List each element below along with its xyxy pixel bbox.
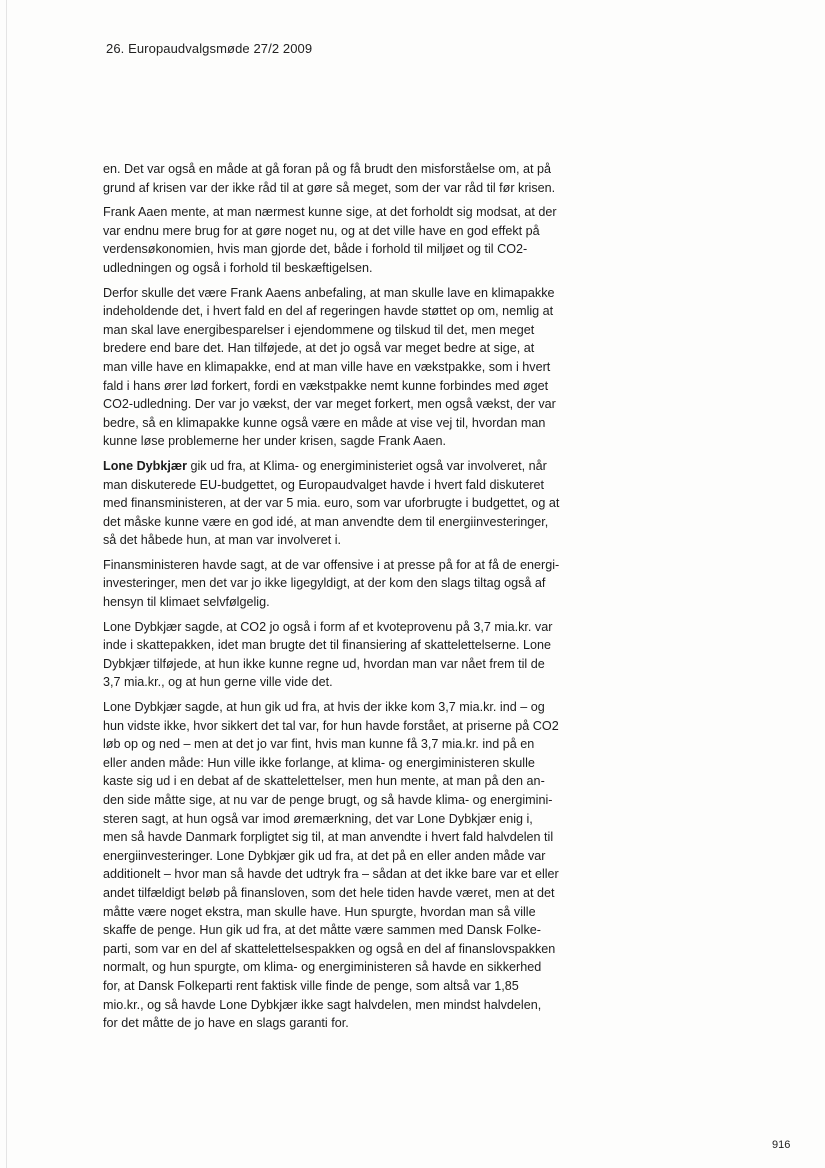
text-line bbox=[103, 828, 593, 847]
line-text: normalt, og hun spurgte, om klima- og energiministeren så havde en sikkerhed bbox=[103, 960, 542, 975]
line-text: kaste sig ud i en debat af de skattelettelser, men hun mente, at man på den an- bbox=[103, 774, 545, 789]
paragraph bbox=[103, 284, 593, 451]
paragraph bbox=[103, 556, 593, 612]
line-text: mio.kr., og så havde Lone Dybkjær ikke sagt halvdelen, men mindst halvdelen, bbox=[103, 997, 542, 1012]
line-text: grund af krisen var der ikke råd til at gøre så meget, som der var råd til før krisen. bbox=[103, 180, 556, 195]
line-text: gik ud fra, at Klima- og energiministeriet også var involveret, når bbox=[186, 458, 547, 473]
text-line bbox=[103, 735, 593, 754]
line-text: andet tilfældigt beløb på finansloven, som det hele tiden havde været, men at det bbox=[103, 885, 555, 900]
line-text: Frank Aaen mente, at man nærmest kunne sige, at det forholdt sig modsat, at der bbox=[103, 205, 557, 220]
paragraph bbox=[103, 160, 593, 197]
text-line bbox=[103, 302, 593, 321]
line-text: Finansministeren havde sagt, at de var offensive i at presse på for at få de energi- bbox=[103, 557, 560, 572]
text-line bbox=[103, 958, 593, 977]
text-line bbox=[103, 240, 593, 259]
text-line bbox=[103, 717, 593, 736]
line-text: Derfor skulle det være Frank Aaens anbefaling, at man skulle lave en klimapakke bbox=[103, 285, 555, 300]
line-text: måtte være noget ekstra, man skulle have. Hun spurgte, hvordan man så ville bbox=[103, 904, 536, 919]
text-line bbox=[103, 636, 593, 655]
text-line bbox=[103, 414, 593, 433]
line-text: men så havde Danmark forpligtet sig til, at man anvendte i hvert fald halvdelen til bbox=[103, 830, 554, 845]
line-text: Lone Dybkjær sagde, at hun gik ud fra, at hvis der ikke kom 3,7 mia.kr. ind – og bbox=[103, 700, 545, 715]
speaker-name: Lone Dybkjær bbox=[103, 458, 187, 473]
text-line bbox=[103, 977, 593, 996]
text-line bbox=[103, 179, 593, 198]
line-text: så det håbede hun, at man var involveret i. bbox=[103, 533, 342, 548]
text-line bbox=[103, 996, 593, 1015]
line-text: eller anden måde: Hun ville ikke forlange, at klima- og energiministeren skulle bbox=[103, 755, 535, 770]
line-text: hun vidste ikke, hvor sikkert det tal var, for hun havde forstået, at priserne på CO2 bbox=[103, 718, 559, 733]
text-line bbox=[103, 698, 593, 717]
line-text: indeholdende det, i hvert fald en del af regeringen havde støttet op om, nemlig at bbox=[103, 304, 554, 319]
text-line bbox=[103, 921, 593, 940]
paragraph bbox=[103, 457, 593, 550]
line-text: løb op og ned – men at det jo var fint, hvis man kunne få 3,7 mia.kr. ind på en bbox=[103, 737, 535, 752]
text-line bbox=[103, 884, 593, 903]
text-line bbox=[103, 432, 593, 451]
text-line bbox=[103, 865, 593, 884]
page-number: 916 bbox=[772, 1139, 791, 1151]
line-text: bredere end bare det. Han tilføjede, at det jo også var meget bedre at sige, at bbox=[103, 341, 535, 356]
paragraph bbox=[103, 698, 593, 1033]
text-line bbox=[103, 284, 593, 303]
text-line bbox=[103, 940, 593, 959]
text-line bbox=[103, 673, 593, 692]
text-line bbox=[103, 339, 593, 358]
text-line bbox=[103, 358, 593, 377]
line-text: steren sagt, at hun også var imod øremærkning, det var Lone Dybkjær enig i, bbox=[103, 811, 533, 826]
text-line bbox=[103, 772, 593, 791]
line-text: var endnu mere brug for at gøre noget nu, og at det ville have en god effekt på bbox=[103, 223, 540, 238]
line-text: for, at Dansk Folkeparti rent faktisk ville finde de penge, som altså var 1,85 bbox=[103, 978, 519, 993]
text-line bbox=[103, 1014, 593, 1033]
text-line bbox=[103, 791, 593, 810]
text-line bbox=[103, 494, 593, 513]
line-text: kunne løse problemerne her under krisen, sagde Frank Aaen. bbox=[103, 434, 447, 449]
line-text: energiinvesteringer. Lone Dybkjær gik ud fra, at det på en eller anden måde var bbox=[103, 848, 546, 863]
text-line bbox=[103, 160, 593, 179]
line-text: additionelt – hvor man så havde det udtryk fra – sådan at det ikke bare var et eller bbox=[103, 867, 559, 882]
paragraph bbox=[103, 203, 593, 277]
line-text: hensyn til klimaet selvfølgelig. bbox=[103, 595, 270, 610]
text-line bbox=[103, 593, 593, 612]
text-line bbox=[103, 513, 593, 532]
text-line bbox=[103, 810, 593, 829]
text-line bbox=[103, 476, 593, 495]
text-line bbox=[103, 618, 593, 637]
text-line bbox=[103, 222, 593, 241]
line-text: man skal lave energibesparelser i ejendommene og tilskud til det, men meget bbox=[103, 322, 535, 337]
page-edge-line bbox=[6, 0, 7, 1168]
line-text: det måske kunne være en god idé, at man anvendte dem til energiinvesteringer, bbox=[103, 514, 549, 529]
line-text: Dybkjær tilføjede, at hun ikke kunne regne ud, hvordan man var nået frem til de bbox=[103, 656, 545, 671]
text-line bbox=[103, 574, 593, 593]
line-text: bedre, så en klimapakke kunne også være en måde at vise vej til, hvordan man bbox=[103, 415, 546, 430]
text-line bbox=[103, 655, 593, 674]
line-text: Lone Dybkjær sagde, at CO2 jo også i form af et kvoteprovenu på 3,7 mia.kr. var bbox=[103, 619, 553, 634]
text-line bbox=[103, 754, 593, 773]
line-text: med finansministeren, at der var 5 mia. euro, som var uforbrugte i budgettet, og at bbox=[103, 496, 560, 511]
line-text: en. Det var også en måde at gå foran på og få brudt den misforståelse om, at på bbox=[103, 162, 552, 176]
line-text: skaffe de penge. Hun gik ud fra, at det måtte være sammen med Dansk Folke- bbox=[103, 923, 541, 938]
line-text: udledningen og også i forhold til beskæftigelsen. bbox=[103, 260, 373, 275]
text-line bbox=[103, 203, 593, 222]
text-line bbox=[103, 903, 593, 922]
text-line bbox=[103, 556, 593, 575]
text-line bbox=[103, 531, 593, 550]
text-line bbox=[103, 847, 593, 866]
line-text: fald i hans ører lød forkert, fordi en vækstpakke nemt kunne forbindes med øget bbox=[103, 378, 549, 393]
line-text: man ville have en klimapakke, end at man ville have en vækstpakke, som i hvert bbox=[103, 359, 551, 374]
text-line bbox=[103, 259, 593, 278]
line-text: parti, som var en del af skattelettelsespakken og også en del af finanslovspakken bbox=[103, 941, 556, 956]
page-header: 26. Europaudvalgsmøde 27/2 2009 bbox=[106, 41, 313, 56]
line-text: man diskuterede EU-budgettet, og Europaudvalget havde i hvert fald diskuteret bbox=[103, 477, 545, 492]
text-line bbox=[103, 395, 593, 414]
text-line bbox=[103, 457, 593, 476]
line-text: 3,7 mia.kr., og at hun gerne ville vide det. bbox=[103, 675, 333, 690]
line-text: investeringer, men det var jo ikke ligegyldigt, at der kom den slags tiltag også af bbox=[103, 576, 546, 591]
text-line bbox=[103, 377, 593, 396]
line-text: den side måtte sige, at nu var de penge brugt, og så havde klima- og energimini- bbox=[103, 793, 553, 807]
paragraph bbox=[103, 618, 593, 692]
text-line bbox=[103, 321, 593, 340]
line-text: verdensøkonomien, hvis man gjorde det, både i forhold til miljøet og til CO2- bbox=[103, 242, 528, 257]
body-text bbox=[103, 160, 593, 1039]
line-text: for det måtte de jo have en slags garanti for. bbox=[103, 1016, 349, 1031]
line-text: CO2-udledning. Der var jo vækst, der var meget forkert, men også vækst, der var bbox=[103, 397, 556, 412]
line-text: inde i skattepakken, idet man brugte det til finansiering af skattelettelserne. Lone bbox=[103, 638, 552, 653]
